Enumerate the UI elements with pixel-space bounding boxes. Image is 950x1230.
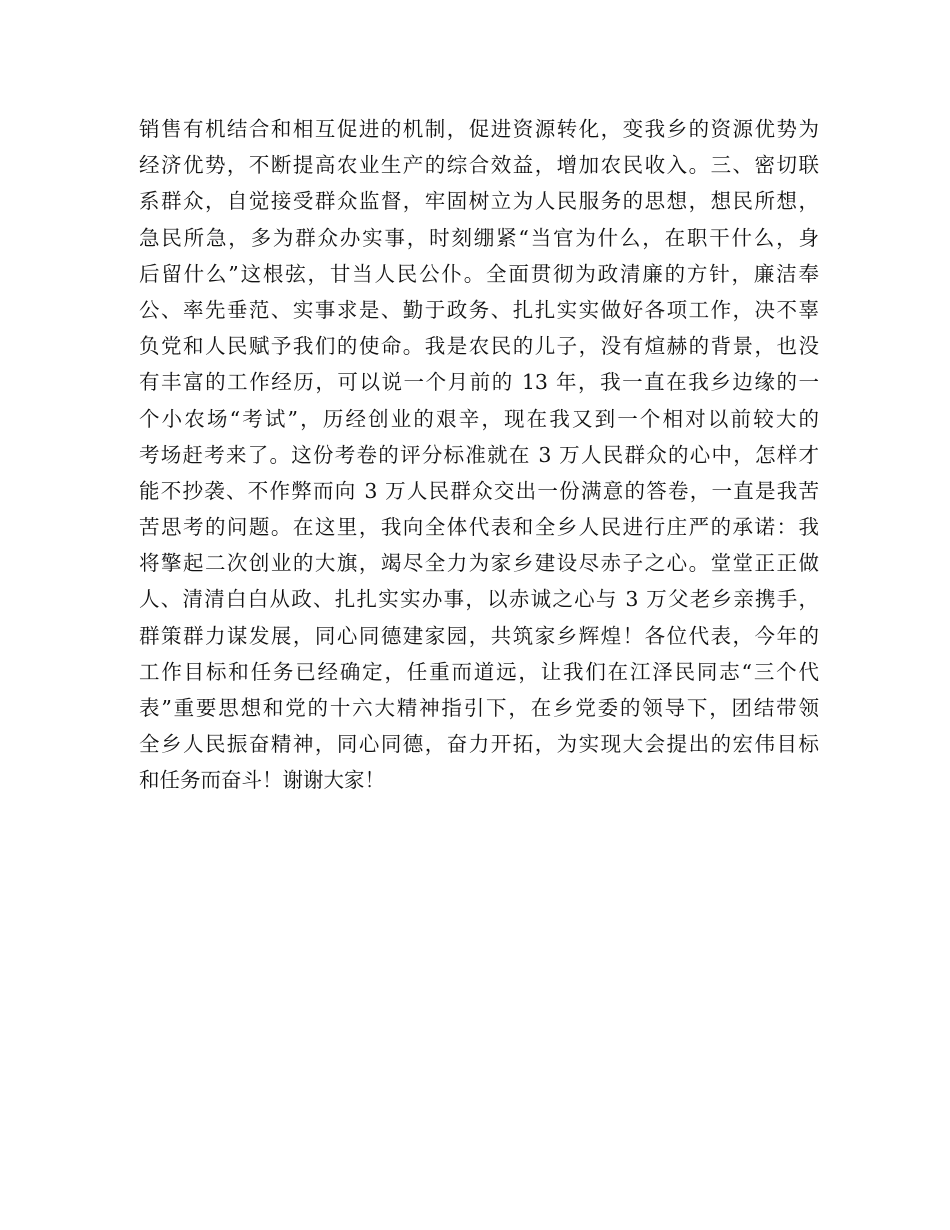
text-line: 个小农场“考试”，历经创业的艰辛，现在我又到一个相对以前较大的 [139, 406, 819, 431]
text-line: 急民所急，多为群众办实事，时刻绷紧“当官为什么，在职干什么，身 [139, 225, 819, 250]
text-line: 人、清清白白从政、扎扎实实办事，以赤诚之心与 3 万父老乡亲携手， [139, 587, 819, 612]
text-line: 系群众，自觉接受群众监督，牢固树立为人民服务的思想，想民所想， [139, 189, 819, 214]
text-line: 销售有机结合和相互促进的机制，促进资源转化，变我乡的资源优势为 [139, 117, 819, 141]
text-line: 和任务而奋斗！谢谢大家！ [139, 768, 385, 793]
text-line: 表”重要思想和党的十六大精神指引下，在乡党委的领导下，团结带领 [139, 696, 819, 720]
text-line: 有丰富的工作经历，可以说一个月前的 13 年，我一直在我乡边缘的一 [139, 370, 819, 395]
text-line: 考场赶考来了。这份考卷的评分标准就在 3 万人民群众的心中，怎样才 [139, 442, 819, 467]
body-paragraph [139, 111, 819, 799]
text-line: 负党和人民赋予我们的使命。我是农民的儿子，没有煊赫的背景，也没 [139, 334, 819, 359]
text-line: 全乡人民振奋精神，同心同德，奋力开拓，为实现大会提出的宏伟目标 [139, 732, 819, 757]
text-line: 公、率先垂范、实事求是、勤于政务、扎扎实实做好各项工作，决不辜 [139, 297, 819, 322]
text-line: 群策群力谋发展，同心同德建家园，共筑家乡辉煌！各位代表，今年的 [139, 623, 819, 648]
text-line: 将擎起二次创业的大旗，竭尽全力为家乡建设尽赤子之心。堂堂正正做 [139, 551, 819, 576]
text-line: 经济优势，不断提高农业生产的综合效益，增加农民收入。三、密切联 [139, 153, 819, 178]
text-line: 能不抄袭、不作弊而向 3 万人民群众交出一份满意的答卷，一直是我苦 [139, 478, 819, 503]
text-line: 苦思考的问题。在这里，我向全体代表和全乡人民进行庄严的承诺：我 [139, 515, 819, 540]
text-line: 后留什么”这根弦，甘当人民公仆。全面贯彻为政清廉的方针，廉洁奉 [139, 261, 819, 286]
text-line: 工作目标和任务已经确定，任重而道远，让我们在江泽民同志“三个代 [139, 659, 819, 684]
